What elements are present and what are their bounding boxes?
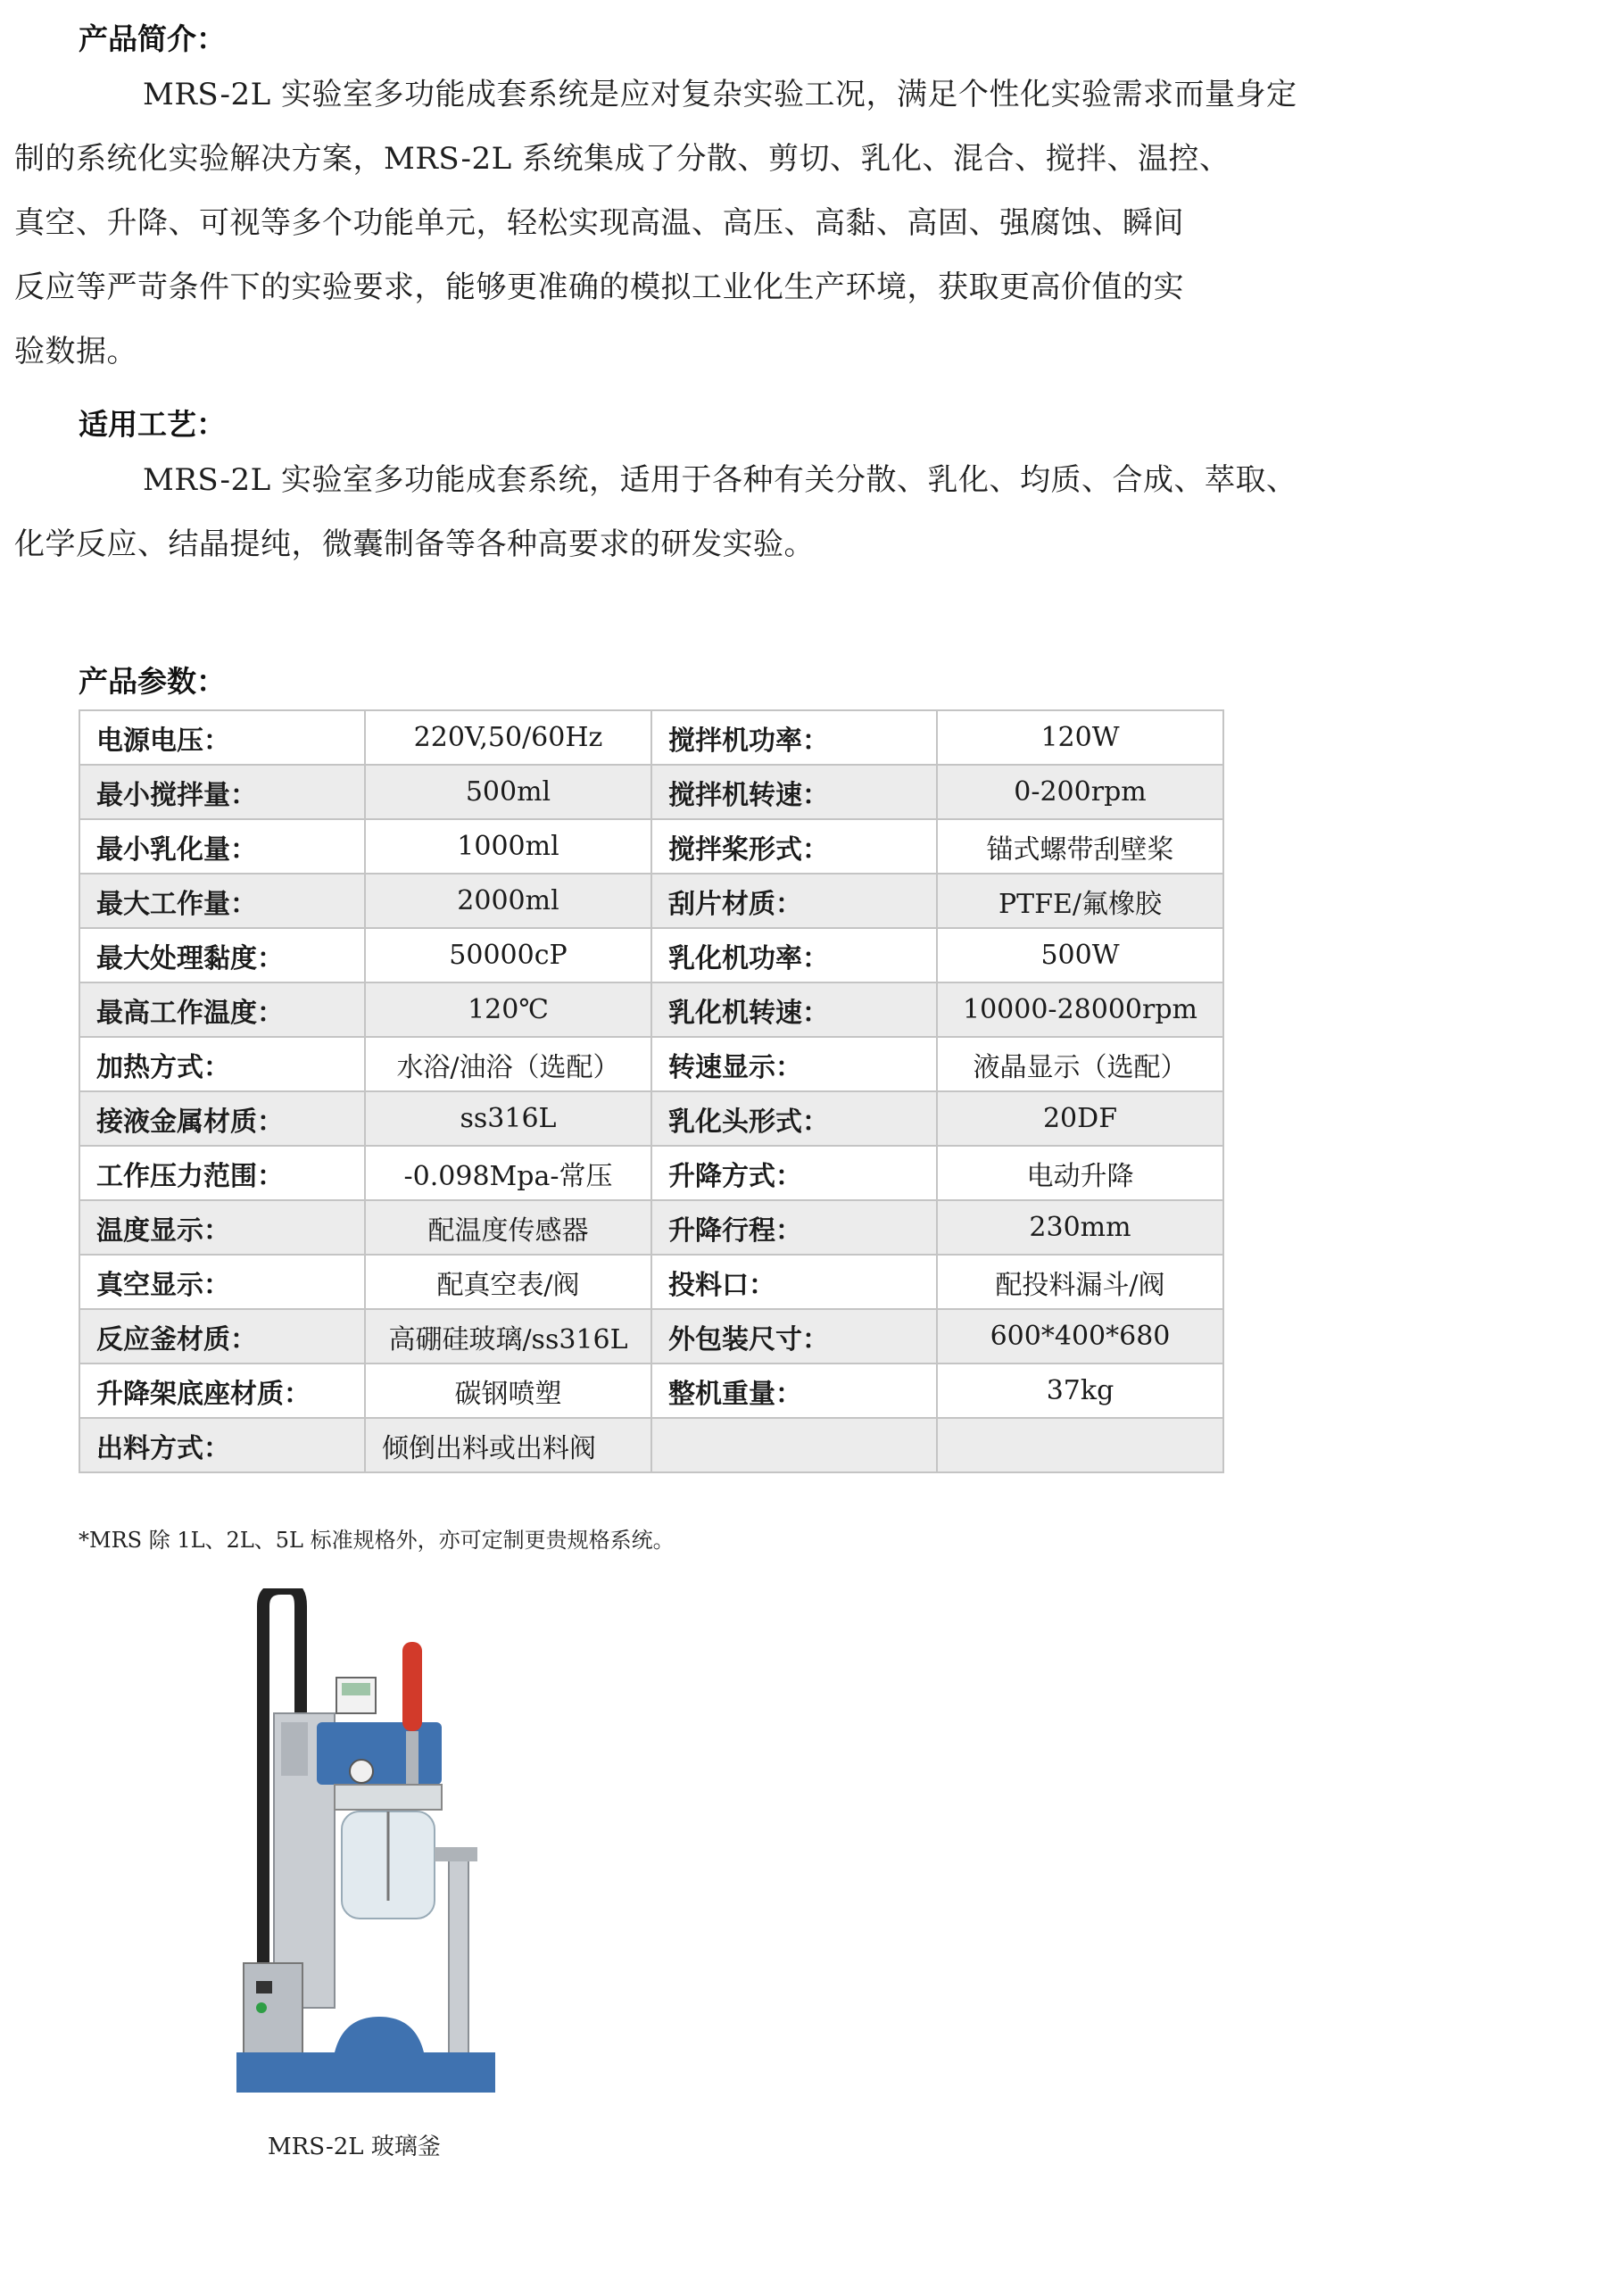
column-panel <box>281 1722 308 1776</box>
param-value: 电动升降 <box>937 1146 1223 1200</box>
motor-housing <box>317 1722 442 1785</box>
param-value: 50000cP <box>365 928 651 982</box>
table-row <box>79 1200 1223 1255</box>
control-box <box>244 1963 302 2061</box>
param-value: PTFE/氟橡胶 <box>937 874 1223 928</box>
param-value: 2000ml <box>365 874 651 928</box>
param-value: 500ml <box>365 765 651 819</box>
param-value <box>937 1418 1223 1472</box>
param-label: 最小乳化量： <box>79 819 365 874</box>
param-label: 升降方式： <box>651 1146 937 1200</box>
param-label: 刮片材质： <box>651 874 937 928</box>
figure-caption: MRS-2L 玻璃釜 <box>268 2134 441 2160</box>
table-row <box>79 765 1223 819</box>
footnote: *MRS 除 1L、2L、5L 标准规格外，亦可定制更贵规格系统。 <box>79 1528 675 1553</box>
homogenizer-handle <box>402 1642 422 1731</box>
param-value: 37kg <box>937 1364 1223 1418</box>
param-value: 1000ml <box>365 819 651 874</box>
param-value: 倾倒出料或出料阀 <box>365 1418 651 1472</box>
param-value: 碳钢喷塑 <box>365 1364 651 1418</box>
intro-line: 真空、升降、可视等多个功能单元，轻松实现高温、高压、高黏、高固、强腐蚀、瞬间 <box>14 205 1184 241</box>
param-label: 工作压力范围： <box>79 1146 365 1200</box>
param-value: 120℃ <box>365 982 651 1037</box>
intro-line: 制的系统化实验解决方案，MRS-2L 系统集成了分散、剪切、乳化、混合、搅拌、温控、 <box>14 141 1230 177</box>
table-row <box>79 819 1223 874</box>
table-row <box>79 1418 1223 1472</box>
param-label: 升降行程： <box>651 1200 937 1255</box>
param-label: 接液金属材质： <box>79 1091 365 1146</box>
param-value: 0-200rpm <box>937 765 1223 819</box>
power-switch <box>256 1981 272 1993</box>
intro-paragraph <box>14 62 1332 384</box>
params-heading: 产品参数： <box>79 664 226 699</box>
side-clamp <box>435 1847 477 1861</box>
param-value: 500W <box>937 928 1223 982</box>
intro-line: 反应等严苛条件下的实验要求，能够更准确的模拟工业化生产环境，获取更高价值的实 <box>14 269 1184 305</box>
vacuum-gauge <box>350 1760 373 1783</box>
param-value: 配真空表/阀 <box>365 1255 651 1309</box>
param-value: -0.098Mpa-常压 <box>365 1146 651 1200</box>
side-support <box>449 1856 468 2061</box>
param-value: 600*400*680 <box>937 1309 1223 1364</box>
param-label: 搅拌机功率： <box>651 710 937 765</box>
parameters-table <box>79 709 1224 1473</box>
table-row <box>79 1364 1223 1418</box>
table-row <box>79 710 1223 765</box>
table-row <box>79 928 1223 982</box>
param-value: 20DF <box>937 1091 1223 1146</box>
process-line: MRS-2L 实验室多功能成套系统，适用于各种有关分散、乳化、均质、合成、萃取、 <box>143 462 1297 498</box>
param-label: 反应釜材质： <box>79 1309 365 1364</box>
param-label: 搅拌机转速： <box>651 765 937 819</box>
table-row <box>79 1146 1223 1200</box>
power-indicator <box>256 2002 267 2013</box>
param-label: 真空显示： <box>79 1255 365 1309</box>
homogenizer-shaft <box>406 1731 418 1785</box>
param-label: 加热方式： <box>79 1037 365 1091</box>
param-label: 投料口： <box>651 1255 937 1309</box>
param-label: 最大处理黏度： <box>79 928 365 982</box>
display-screen <box>342 1683 370 1695</box>
param-label: 温度显示： <box>79 1200 365 1255</box>
param-label: 乳化头形式： <box>651 1091 937 1146</box>
param-label: 外包装尺寸： <box>651 1309 937 1364</box>
param-label: 电源电压： <box>79 710 365 765</box>
parameters-table-body <box>79 710 1223 1472</box>
param-label: 升降架底座材质： <box>79 1364 365 1418</box>
table-row <box>79 1255 1223 1309</box>
process-heading: 适用工艺： <box>79 407 226 442</box>
table-row <box>79 1091 1223 1146</box>
param-value: 220V,50/60Hz <box>365 710 651 765</box>
param-value: 120W <box>937 710 1223 765</box>
intro-heading: 产品简介： <box>79 21 226 56</box>
param-value: 高硼硅玻璃/ss316L <box>365 1309 651 1364</box>
param-value: 10000-28000rpm <box>937 982 1223 1037</box>
table-row <box>79 1037 1223 1091</box>
intro-line: MRS-2L 实验室多功能成套系统是应对复杂实验工况，满足个性化实验需求而量身定 <box>143 77 1297 112</box>
param-value: 230mm <box>937 1200 1223 1255</box>
param-label: 转速显示： <box>651 1037 937 1091</box>
param-label: 最高工作温度： <box>79 982 365 1037</box>
param-value: 配投料漏斗/阀 <box>937 1255 1223 1309</box>
table-row <box>79 1309 1223 1364</box>
table-row <box>79 982 1223 1037</box>
process-paragraph <box>14 448 1332 576</box>
table-row <box>79 874 1223 928</box>
param-label: 最大工作量： <box>79 874 365 928</box>
process-line: 化学反应、结晶提纯，微囊制备等各种高要求的研发实验。 <box>14 526 815 562</box>
param-label: 乳化机转速： <box>651 982 937 1037</box>
param-value: 配温度传感器 <box>365 1200 651 1255</box>
param-label: 最小搅拌量： <box>79 765 365 819</box>
intro-line: 验数据。 <box>14 334 137 369</box>
param-label: 搅拌桨形式： <box>651 819 937 874</box>
param-label: 出料方式： <box>79 1418 365 1472</box>
param-value: 水浴/油浴（选配） <box>365 1037 651 1091</box>
param-label: 整机重量： <box>651 1364 937 1418</box>
param-value: ss316L <box>365 1091 651 1146</box>
reactor-lid <box>335 1785 442 1810</box>
param-value: 锚式螺带刮壁桨 <box>937 819 1223 874</box>
glass-reactor-photo <box>228 1588 513 2106</box>
param-value: 液晶显示（选配） <box>937 1037 1223 1091</box>
param-label: 乳化机功率： <box>651 928 937 982</box>
param-label <box>651 1418 937 1472</box>
